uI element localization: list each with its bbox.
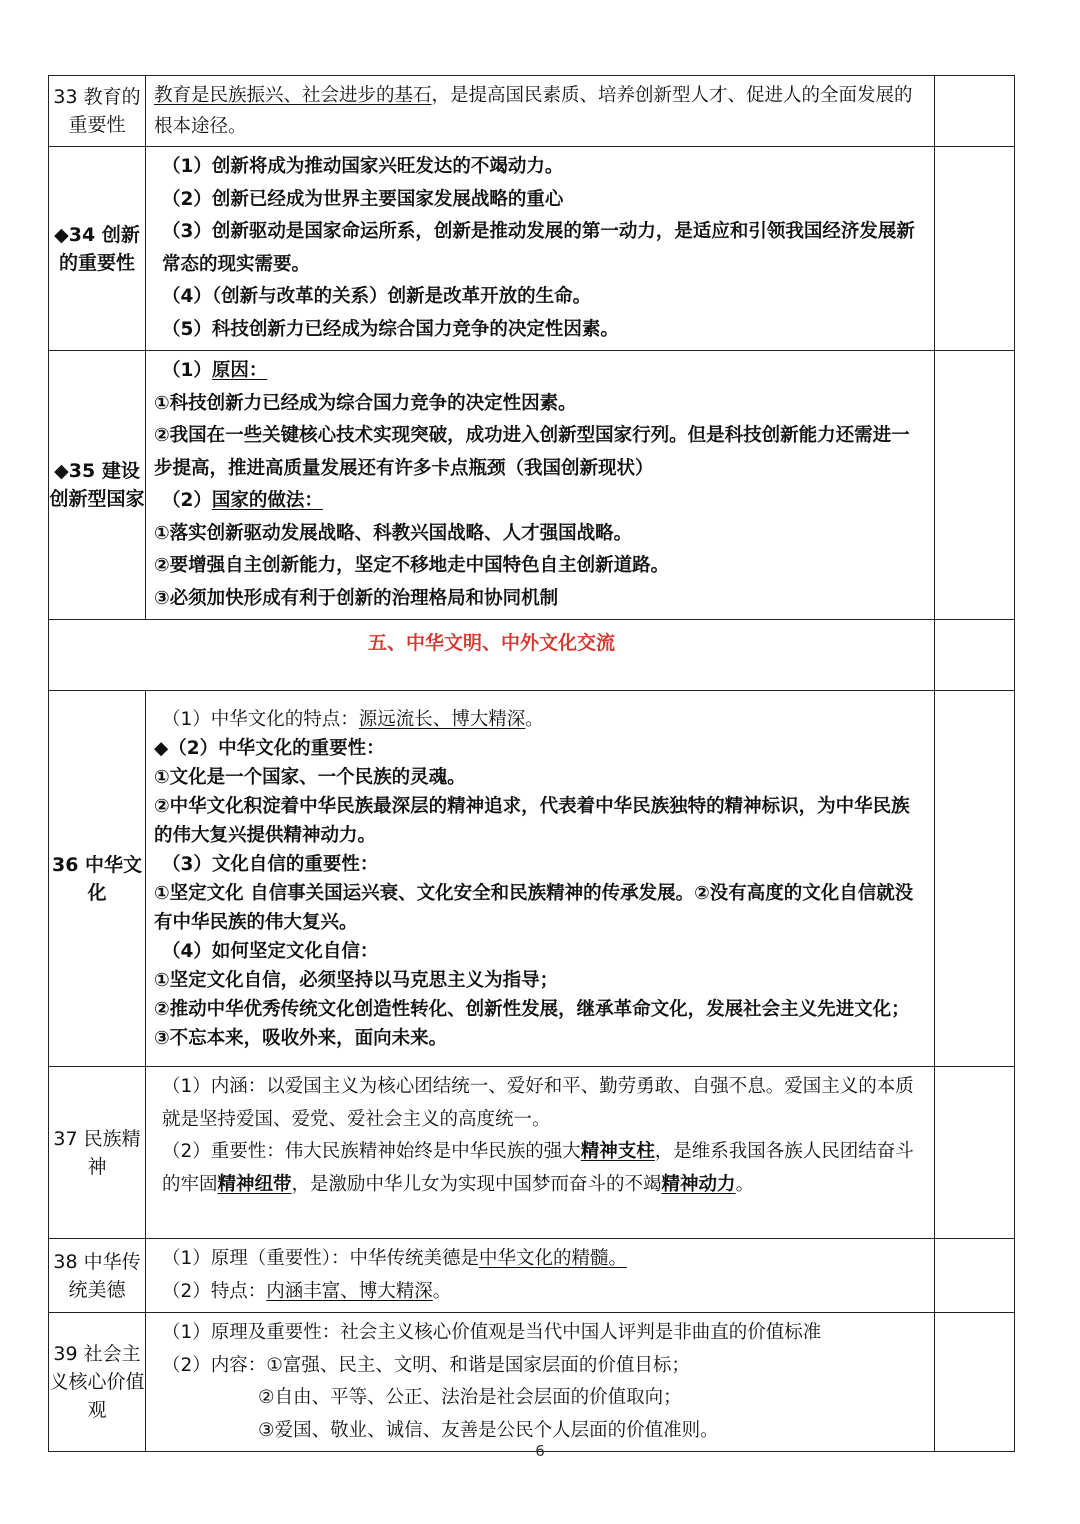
row-label: 36 中华文化 (49, 691, 146, 1067)
table-row (49, 1239, 1015, 1313)
row-content: （1）创新将成为推动国家兴旺发达的不竭动力。 （2）创新已经成为世界主要国家发展战略的重心 （3）创新驱动是国家命运所系，创新是推动发展的第一动力，是适应和引领我国经济发展新常态的现实需要。 （4）（创新与改革的关系）创新是改革开放的生命。 （5）科技创新力已经成为综合国力竞争的决定性因素。 (146, 147, 935, 351)
row-label: ◆35 建设创新型国家 (49, 351, 146, 620)
row-content: （1）原理（重要性）：中华传统美德是中华文化的精髓。 （2）特点：内涵丰富、博大精深。 (146, 1239, 935, 1313)
notes-cell (935, 620, 1015, 691)
row-label: ◆34 创新的重要性 (49, 147, 146, 351)
table-row (49, 76, 1015, 147)
row-content: （1）中华文化的特点：源远流长、博大精深。 ◆（2）中华文化的重要性： ①文化是一个国家、一个民族的灵魂。 ②中华文化积淀着中华民族最深层的精神追求，代表着中华民族独特的精神标识，为中华民族的伟大复兴提供精神动力。 （3）文化自信的重要性： ①坚定文化 自信事关国运兴衰、文化安全和民族精神的传承发展。②没有高度的文化自信就没有中华民族的伟大复兴。 （4）如何坚定文化自信： ①坚定文化自信，必须坚持以马克思主义为指导； ②推动中华优秀传统文化创造性转化、创新性发展，继承革命文化，发展社会主义先进文化； ③不忘本来，吸收外来，面向未来。 (146, 691, 935, 1067)
notes-cell (935, 1239, 1015, 1313)
section-title: 五、中华文明、中外文化交流 (49, 620, 935, 691)
table-row (49, 351, 1015, 620)
table-row (49, 147, 1015, 351)
section-row (49, 620, 1015, 691)
row-label: 38 中华传统美德 (49, 1239, 146, 1313)
row-label: 33 教育的重要性 (49, 76, 146, 147)
table-row (49, 1067, 1015, 1239)
row-content: （1）原理及重要性：社会主义核心价值观是当代中国人评判是非曲直的价值标准 （2）内容：①富强、民主、文明、和谐是国家层面的价值目标； ②自由、平等、公正、法治是社会层面的价值取向； ③爱国、敬业、诚信、友善是公民个人层面的价值准则。 (146, 1313, 935, 1452)
notes-cell (935, 351, 1015, 620)
row-content: （1）原因： ①科技创新力已经成为综合国力竞争的决定性因素。 ②我国在一些关键核心技术实现突破，成功进入创新型国家行列。但是科技创新能力还需进一步提高，推进高质量发展还有许多卡点瓶颈（我国创新现状） （2）国家的做法： ①落实创新驱动发展战略、科教兴国战略、人才强国战略。 ②要增强自主创新能力，坚定不移地走中国特色自主创新道路。 ③必须加快形成有利于创新的治理格局和协同机制 (146, 351, 935, 620)
notes-cell (935, 76, 1015, 147)
table-row (49, 1313, 1015, 1452)
table-row (49, 691, 1015, 1067)
row-label: 37 民族精神 (49, 1067, 146, 1239)
page-number: 6 (535, 1442, 545, 1460)
notes-cell (935, 147, 1015, 351)
notes-table (48, 75, 1015, 1452)
notes-cell (935, 691, 1015, 1067)
row-label: 39 社会主义核心价值观 (49, 1313, 146, 1452)
notes-cell (935, 1313, 1015, 1452)
row-content: （1）内涵：以爱国主义为核心团结统一、爱好和平、勤劳勇敢、自强不息。爱国主义的本质就是坚持爱国、爱党、爱社会主义的高度统一。 （2）重要性：伟大民族精神始终是中华民族的强大精神支柱，是维系我国各族人民团结奋斗的牢固精神纽带，是激励中华儿女为实现中国梦而奋斗的不竭精神动力。 (146, 1067, 935, 1239)
row-content: 教育是民族振兴、社会进步的基石，是提高国民素质、培养创新型人才、促进人的全面发展的根本途径。 (146, 76, 935, 147)
notes-cell (935, 1067, 1015, 1239)
